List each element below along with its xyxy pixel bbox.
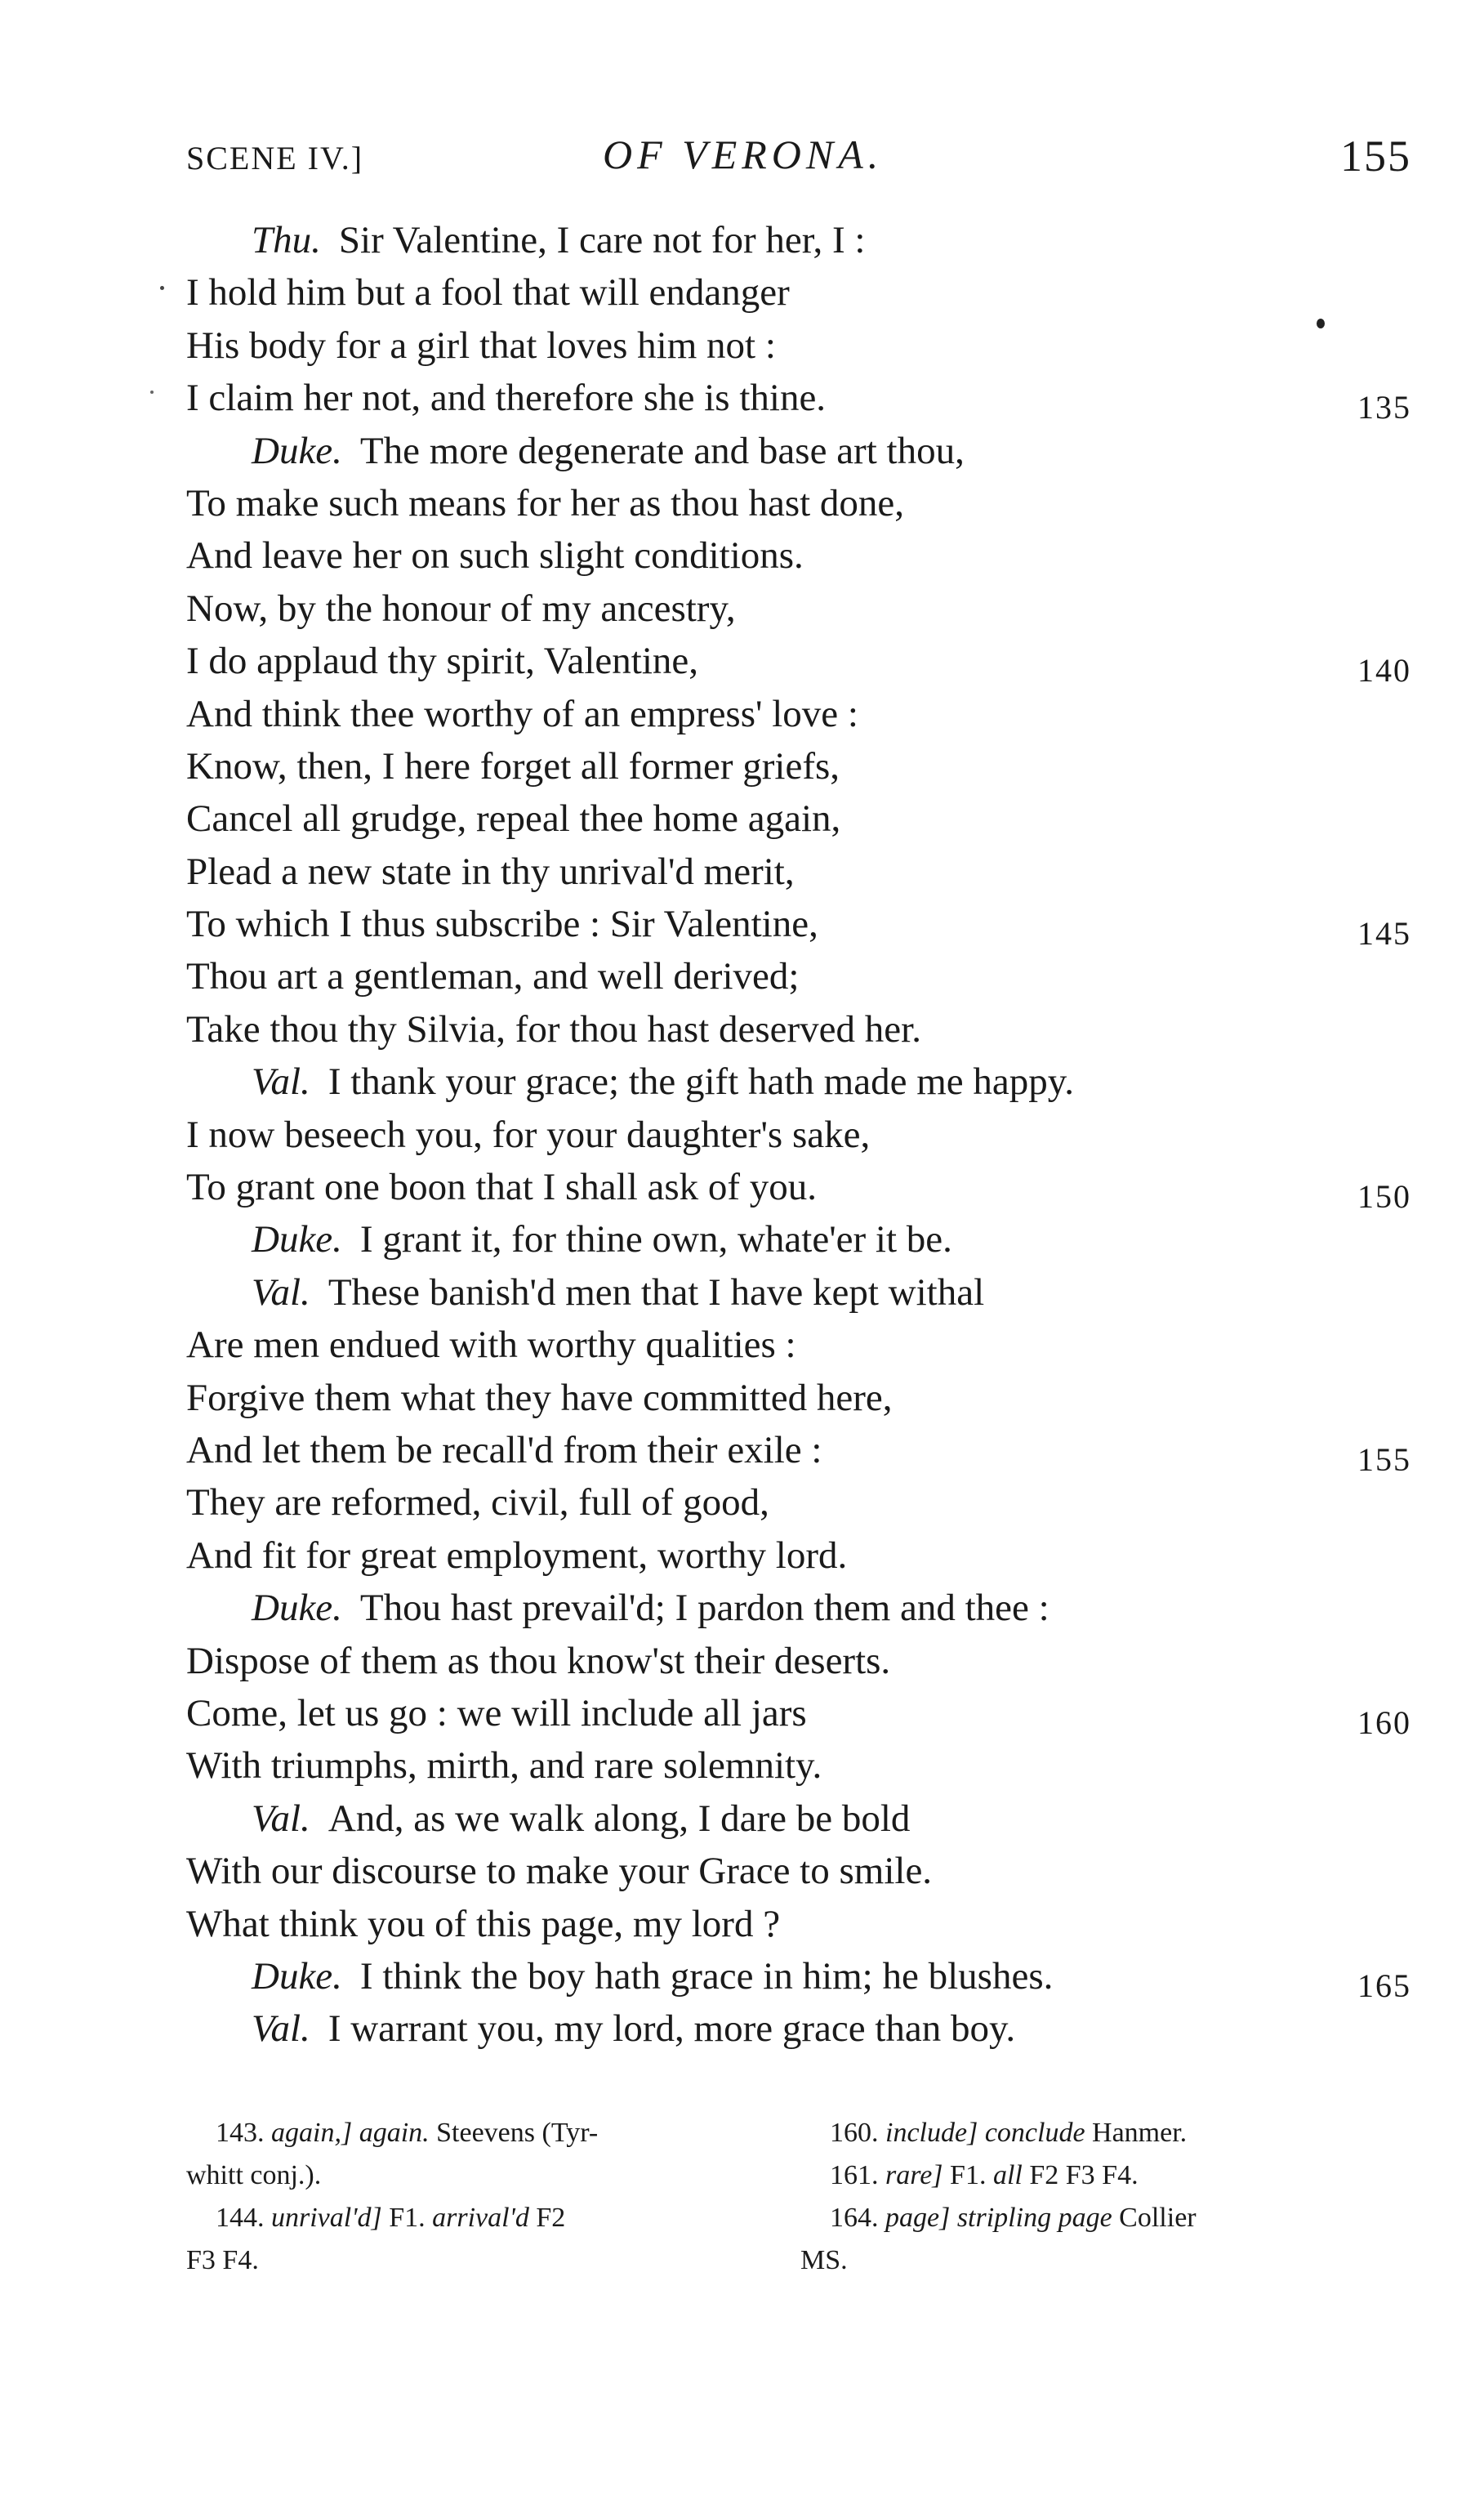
- verse-line: [186, 1792, 1411, 1845]
- verse-line-text: [186, 1266, 984, 1319]
- line-text: And leave her on such slight conditions.: [186, 534, 804, 578]
- verse-line-text: [186, 792, 840, 845]
- line-text: His body for a girl that loves him not :: [186, 324, 776, 367]
- verse-line-text: [186, 1898, 780, 1950]
- footnote-lemma: again,]: [271, 2118, 353, 2148]
- line-text: To which I thus subscribe : Sir Valentine,: [186, 903, 818, 946]
- verse-line-text: [186, 319, 776, 372]
- footnote-lemma: include]: [885, 2118, 978, 2148]
- verse-line-text: [186, 635, 698, 687]
- line-number: 145: [1357, 915, 1411, 953]
- footnote-lemma: rare]: [885, 2160, 943, 2190]
- speaker-name: Val.: [252, 2007, 310, 2051]
- verse-line: [186, 1161, 1411, 1216]
- line-text: I hold him but a fool that will endanger: [186, 271, 790, 315]
- footnote-rest2: F2 F3 F4.: [1029, 2160, 1139, 2190]
- verse-line-text: [186, 1529, 847, 1582]
- speaker-name: Duke.: [252, 1587, 342, 1630]
- line-text: Forgive them what they have committed here,: [186, 1376, 893, 1419]
- footnote-rest: Steevens (Tyr-: [436, 2118, 599, 2148]
- verse-line-text: [186, 425, 965, 477]
- line-text: The more degenerate and base art thou,: [359, 429, 965, 472]
- verse-line: [186, 1266, 1411, 1319]
- footnotes-right-column: [800, 2112, 1413, 2282]
- footnote-rest: MS.: [800, 2245, 848, 2275]
- verse-text: [186, 214, 1411, 2056]
- line-number: 160: [1357, 1703, 1411, 1741]
- footnote-line: [186, 2197, 774, 2239]
- scene-label: SCENE IV.]: [186, 140, 364, 176]
- verse-line: [186, 372, 1411, 424]
- verse-line: [186, 319, 1411, 372]
- line-text: And think thee worthy of an empress' love :: [186, 692, 858, 735]
- verse-line: [186, 1319, 1411, 1371]
- verse-line: [186, 1950, 1411, 2002]
- verse-line-text: [186, 1161, 817, 1213]
- verse-line-text: [186, 688, 858, 740]
- footnote-reading: conclude: [984, 2118, 1085, 2148]
- footnote-line: [186, 2154, 774, 2197]
- verse-line: [186, 583, 1411, 635]
- verse-line: [186, 688, 1411, 740]
- margin-mark: [150, 391, 154, 394]
- verse-line: [186, 846, 1411, 898]
- line-text: Sir Valentine, I care not for her, I :: [338, 219, 866, 261]
- footnote-rest: F3 F4.: [186, 2245, 259, 2275]
- line-text: Plead a new state in thy unrival'd merit,: [186, 850, 795, 893]
- verse-line: [186, 1109, 1411, 1161]
- line-text: And fit for great employment, worthy lord.: [186, 1533, 848, 1577]
- verse-line: [186, 740, 1411, 792]
- verse-line: [186, 1424, 1411, 1476]
- line-text: Are men endued with worthy qualities :: [186, 1324, 796, 1367]
- line-text: With our discourse to make your Grace to smile.: [186, 1850, 933, 1893]
- footnote-rest2: F2: [536, 2203, 566, 2233]
- verse-line: [186, 950, 1411, 1002]
- line-text: I thank your grace; the gift hath made me happy.: [328, 1060, 1074, 1104]
- page-number: 155: [1340, 132, 1411, 181]
- footnote-line: [800, 2239, 1413, 2282]
- verse-line-text: [186, 1109, 870, 1161]
- verse-line-text: [186, 583, 736, 635]
- verse-line-text: [186, 846, 795, 898]
- verse-line: [186, 477, 1411, 529]
- footnote-num: 164.: [830, 2203, 879, 2233]
- footnote-lemma: page]: [885, 2203, 951, 2233]
- verse-line-text: [186, 1635, 890, 1687]
- verse-line-text: [186, 529, 804, 582]
- verse-line-text: [186, 372, 826, 424]
- speaker-name: Duke.: [252, 1218, 342, 1261]
- verse-line: [186, 1529, 1411, 1582]
- verse-line: [186, 425, 1411, 477]
- verse-line-text: [186, 1582, 1049, 1634]
- verse-line: [186, 1003, 1411, 1056]
- speaker-name: Duke.: [252, 1954, 342, 1998]
- line-text: And let them be recall'd from their exile :: [186, 1428, 822, 1471]
- line-number: 135: [1357, 389, 1411, 426]
- footnote-line: [800, 2154, 1413, 2197]
- speaker-name: Thu.: [252, 219, 321, 261]
- verse-line: [186, 1739, 1411, 1792]
- footnote-rest: whitt conj.).: [186, 2160, 322, 2190]
- verse-line-text: [186, 740, 840, 792]
- verse-line: [186, 1898, 1411, 1950]
- verse-line: [186, 1582, 1411, 1634]
- footnote-num: 161.: [830, 2160, 879, 2190]
- line-text: I think the boy hath grace in him; he blushes.: [359, 1954, 1054, 1998]
- verse-line-text: [186, 1424, 822, 1476]
- line-text: To make such means for her as thou hast done,: [186, 481, 905, 525]
- verse-line-text: [186, 214, 865, 266]
- verse-line: [186, 1845, 1411, 1897]
- footnote-line: [800, 2197, 1413, 2239]
- line-number: 165: [1357, 1967, 1411, 2004]
- footnote-reading: stripling page: [956, 2203, 1112, 2233]
- verse-line: [186, 529, 1411, 582]
- verse-line: [186, 635, 1411, 690]
- footnote-num: 144.: [216, 2203, 265, 2233]
- verse-line-text: [186, 950, 799, 1002]
- line-number: 150: [1357, 1178, 1411, 1216]
- line-text: Dispose of them as thou know'st their deserts.: [186, 1639, 891, 1682]
- verse-line: [186, 1687, 1411, 1739]
- footnote-num: 160.: [830, 2118, 879, 2148]
- footnote-line: [800, 2112, 1413, 2154]
- line-text: Now, by the honour of my ancestry,: [186, 587, 736, 630]
- line-text: To grant one boon that I shall ask of you.: [186, 1166, 818, 1209]
- line-text: I grant it, for thine own, whate'er it be.: [359, 1218, 952, 1261]
- verse-line: [186, 1213, 1411, 1266]
- footnote-reading2: arrival'd: [432, 2203, 529, 2233]
- verse-line-text: [186, 1687, 807, 1739]
- verse-line-text: [186, 1372, 892, 1424]
- verse-line: [186, 1476, 1411, 1529]
- line-number: 155: [1357, 1440, 1411, 1478]
- line-text: Cancel all grudge, repeal thee home again,: [186, 797, 841, 841]
- line-text: Take thou thy Silvia, for thou hast deserved her.: [186, 1007, 921, 1051]
- verse-line: [186, 266, 1411, 319]
- footnotes-left-column: [186, 2112, 774, 2282]
- verse-line-text: [186, 266, 790, 319]
- play-title: OF VERONA.: [603, 132, 884, 177]
- footnote-lemma: unrival'd]: [271, 2203, 382, 2233]
- footnote-rest: F1.: [389, 2203, 426, 2233]
- line-text: What think you of this page, my lord ?: [186, 1902, 781, 1945]
- line-text: And, as we walk along, I dare be bold: [328, 1797, 911, 1840]
- verse-line-text: [186, 1739, 822, 1792]
- verse-line: [186, 1056, 1411, 1108]
- footnote-rest: Collier: [1119, 2203, 1197, 2233]
- verse-line-text: [186, 1845, 932, 1897]
- verse-line: [186, 214, 1411, 266]
- verse-line: [186, 898, 1411, 953]
- line-text: I now beseech you, for your daughter's sake,: [186, 1113, 871, 1156]
- verse-line: [186, 1372, 1411, 1424]
- speaker-name: Val.: [252, 1270, 310, 1314]
- line-text: Come, let us go : we will include all jars: [186, 1691, 807, 1734]
- verse-line-text: [186, 1003, 921, 1056]
- line-text: Thou hast prevail'd; I pardon them and thee :: [359, 1587, 1049, 1630]
- line-text: I do applaud thy spirit, Valentine,: [186, 640, 698, 683]
- line-text: These banish'd men that I have kept withal: [328, 1270, 985, 1314]
- verse-line: [186, 792, 1411, 845]
- footnote-reading2: all: [992, 2160, 1023, 2190]
- verse-line-text: [186, 477, 904, 529]
- line-text: Thou art a gentleman, and well derived;: [186, 955, 800, 998]
- verse-line: [186, 1635, 1411, 1687]
- footnote-line: [186, 2239, 774, 2282]
- running-header: [186, 131, 1411, 188]
- verse-line-text: [186, 1319, 796, 1371]
- speaker-name: Val.: [252, 1060, 310, 1104]
- verse-line-text: [186, 1213, 952, 1266]
- line-text: I warrant you, my lord, more grace than boy.: [328, 2007, 1016, 2051]
- line-text: With triumphs, mirth, and rare solemnity.: [186, 1744, 822, 1788]
- verse-line-text: [186, 1792, 910, 1845]
- margin-mark: [160, 286, 164, 290]
- line-text: I claim her not, and therefore she is thine.: [186, 377, 827, 420]
- speaker-name: Duke.: [252, 429, 342, 472]
- line-text: Know, then, I here forget all former griefs,: [186, 744, 840, 788]
- footnote-num: 143.: [216, 2118, 265, 2148]
- verse-line-text: [186, 1476, 769, 1529]
- speaker-name: Val.: [252, 1797, 310, 1840]
- footnote-reading: again.: [359, 2118, 430, 2148]
- verse-line-text: [186, 2002, 1015, 2055]
- footnote-rest: Hanmer.: [1092, 2118, 1188, 2148]
- verse-line-text: [186, 1056, 1074, 1108]
- footnote-rest: F1.: [950, 2160, 987, 2190]
- verse-line-text: [186, 898, 818, 950]
- footnote-line: [186, 2112, 774, 2154]
- line-text: They are reformed, civil, full of good,: [186, 1481, 769, 1525]
- verse-line-text: [186, 1950, 1053, 2002]
- line-number: 140: [1357, 652, 1411, 690]
- verse-line: [186, 2002, 1411, 2055]
